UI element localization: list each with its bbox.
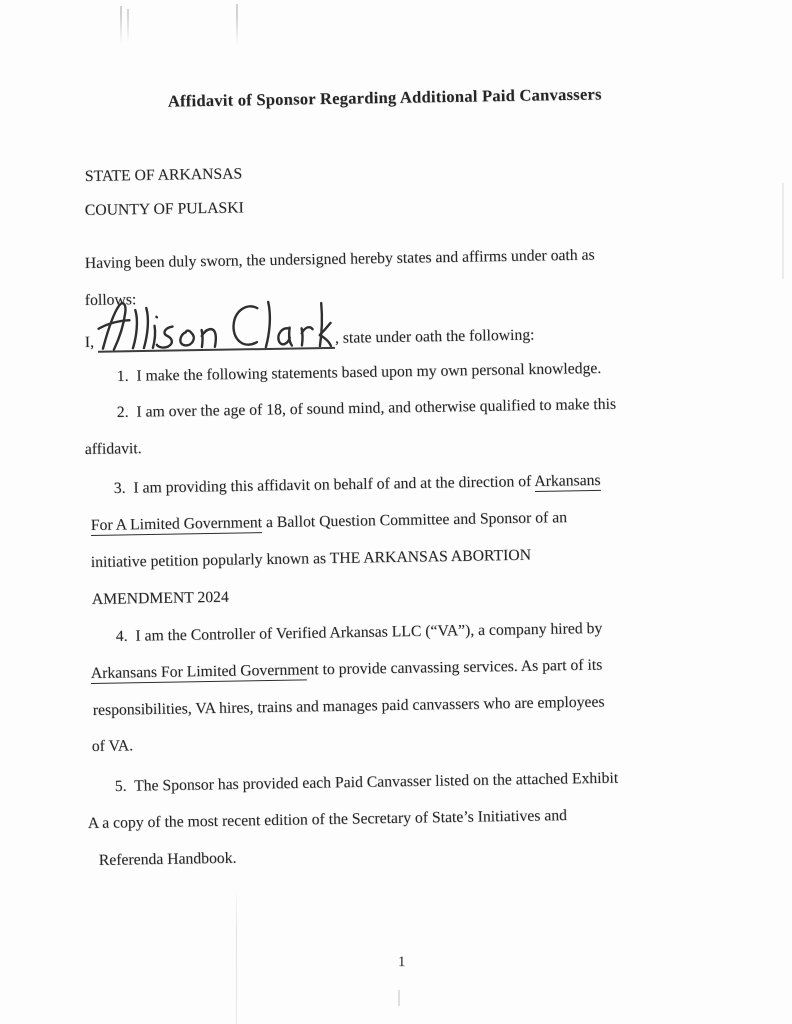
- item-3-line-2: [91, 508, 568, 536]
- item-4-line-2-text: nt to provide canvassing services. As part of its: [306, 656, 603, 679]
- intro-line-2: follows:: [84, 291, 137, 310]
- handwritten-signature: [97, 298, 332, 354]
- signature-prefix: I,: [84, 333, 95, 352]
- document-title: Affidavit of Sponsor Regarding Additional Paid Canvassers: [167, 84, 602, 111]
- item-4-line-4: of VA.: [91, 737, 134, 756]
- signature-line: [98, 323, 335, 353]
- page-number: 1: [398, 954, 406, 970]
- item-2-line-2: affidavit.: [84, 440, 142, 459]
- item-4-line-1: 4. I am the Controller of Verified Arkansas LLC (“VA”), a company hired by: [115, 619, 603, 646]
- item-3-line-1-text: 3. I am providing this affidavit on behalf of and at the direction of: [113, 473, 535, 498]
- item-1-line-1: 1. I make the following statements based upon my own personal knowledge.: [116, 359, 602, 386]
- county-line: COUNTY OF PULASKI: [84, 199, 244, 220]
- scan-artifact-line: [782, 183, 784, 279]
- item-3-line-1: [114, 471, 601, 499]
- item-5-line-3: Referenda Handbook.: [98, 849, 237, 870]
- item-3-line-2-text: a Ballot Question Committee and Sponsor of an: [261, 509, 568, 532]
- document-body: [85, 0, 745, 1024]
- item-2-line-1: 2. I am over the age of 18, of sound mind, and otherwise qualified to make this: [116, 395, 617, 422]
- item-4-line-2: [91, 656, 603, 684]
- state-line: STATE OF ARKANSAS: [84, 165, 243, 186]
- item-5-line-1: 5. The Sponsor has provided each Paid Canvasser listed on the attached Exhibit: [114, 769, 619, 796]
- item-3-line-4: AMENDMENT 2024: [91, 588, 229, 609]
- signature-suffix: , state under oath the following:: [334, 326, 535, 347]
- intro-line-1: Having been duly sworn, the undersigned hereby states and affirms under oath as: [84, 246, 595, 273]
- item-5-line-2: A a copy of the most recent edition of the Secretary of State’s Initiatives and: [87, 807, 568, 833]
- signature-row: [85, 320, 535, 353]
- item-4-line-2-underlined: Arkansans For Limited Governme: [90, 661, 307, 683]
- item-3-line-1-underlined: Arkansans: [534, 471, 601, 491]
- item-3-line-2-underlined: For A Limited Government: [90, 514, 263, 535]
- item-3-line-3: initiative petition popularly known as THE ARKANSAS ABORTION: [90, 546, 532, 572]
- item-4-line-3: responsibilities, VA hires, trains and manages paid canvassers who are employees: [92, 693, 605, 720]
